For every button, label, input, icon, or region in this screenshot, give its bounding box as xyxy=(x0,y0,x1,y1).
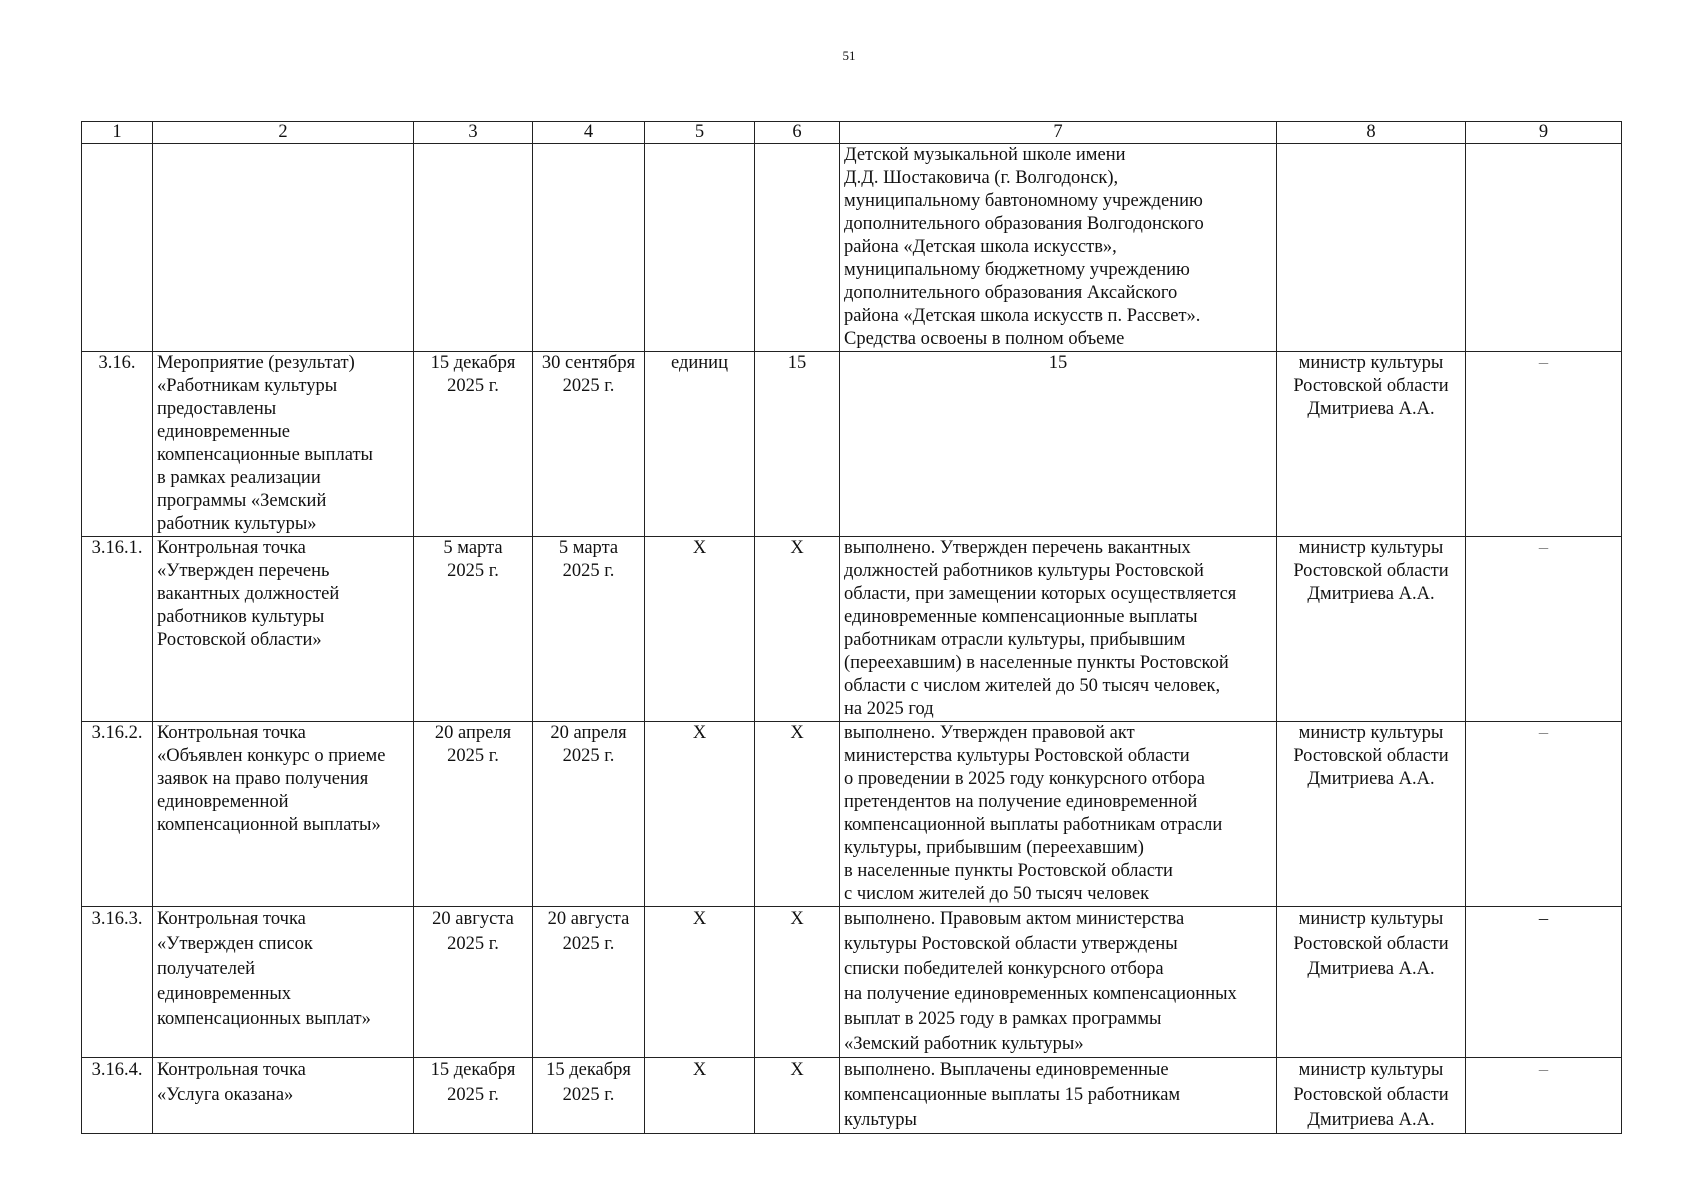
header-col-8: 8 xyxy=(1277,122,1466,144)
cell-note: – xyxy=(1466,1058,1622,1134)
table-row-3-16-4 xyxy=(82,1058,1622,1134)
cell-unit: Х xyxy=(645,907,755,1058)
header-row xyxy=(82,122,1622,144)
cell-end-date: 20 августа 2025 г. xyxy=(533,907,645,1058)
page-number: 51 xyxy=(842,48,856,63)
header-col-3: 3 xyxy=(414,122,533,144)
cell-number: 3.16.4. xyxy=(82,1058,153,1134)
cell-start-date: 20 августа 2025 г. xyxy=(414,907,533,1058)
cell-empty xyxy=(82,144,153,352)
cell-name: Контрольная точка «Утвержден перечень вакантных должностей работников культуры Ростовской области» xyxy=(153,537,414,722)
cell-responsible: министр культуры Ростовской области Дмитриева А.А. xyxy=(1277,352,1466,537)
cell-end-date: 20 апреля 2025 г. xyxy=(533,722,645,907)
header-col-2: 2 xyxy=(153,122,414,144)
cell-start-date: 5 марта 2025 г. xyxy=(414,537,533,722)
cell-fact: выполнено. Утвержден перечень вакантных должностей работников культуры Ростовской области, при замещении которых осуществляется единовременные компенсационные выплаты работникам отрасли культуры, прибывшим (переехавшим) в населенные пункты Ростовской области с числом жителей до 50 тысяч человек, на 2025 год xyxy=(840,537,1277,722)
cell-unit: единиц xyxy=(645,352,755,537)
cell-plan: Х xyxy=(755,1058,840,1134)
table-row-3-16 xyxy=(82,352,1622,537)
cell-fact-continuation: Детской музыкальной школе имени Д.Д. Шостаковича (г. Волгодонск), муниципальному бавтономному учреждению дополнительного образования Волгодонского района «Детская школа искусств», муниципальному бюджетному учреждению дополнительного образования Аксайского района «Детская школа искусств п. Рассвет». Средства освоены в полном объеме xyxy=(840,144,1277,352)
cell-unit: Х xyxy=(645,1058,755,1134)
cell-fact: 15 xyxy=(840,352,1277,537)
cell-empty xyxy=(414,144,533,352)
cell-responsible: министр культуры Ростовской области Дмитриева А.А. xyxy=(1277,722,1466,907)
cell-responsible: министр культуры Ростовской области Дмитриева А.А. xyxy=(1277,537,1466,722)
cell-empty xyxy=(1277,144,1466,352)
cell-start-date: 15 декабря 2025 г. xyxy=(414,352,533,537)
header-col-5: 5 xyxy=(645,122,755,144)
table-row-3-16-2 xyxy=(82,722,1622,907)
cell-number: 3.16.3. xyxy=(82,907,153,1058)
cell-end-date: 30 сентября 2025 г. xyxy=(533,352,645,537)
cell-start-date: 15 декабря 2025 г. xyxy=(414,1058,533,1134)
cell-fact: выполнено. Правовым актом министерства культуры Ростовской области утверждены списки победителей конкурсного отбора на получение единовременных компенсационных выплат в 2025 году в рамках программы «Земский работник культуры» xyxy=(840,907,1277,1058)
cell-number: 3.16.1. xyxy=(82,537,153,722)
cell-empty xyxy=(1466,144,1622,352)
cell-name: Мероприятие (результат) «Работникам культуры предоставлены единовременные компенсационные выплаты в рамках реализации программы «Земский работник культуры» xyxy=(153,352,414,537)
header-col-9: 9 xyxy=(1466,122,1622,144)
cell-plan: 15 xyxy=(755,352,840,537)
cell-note: – xyxy=(1466,537,1622,722)
cell-responsible: министр культуры Ростовской области Дмитриева А.А. xyxy=(1277,907,1466,1058)
cell-empty xyxy=(153,144,414,352)
cell-number: 3.16.2. xyxy=(82,722,153,907)
cell-end-date: 5 марта 2025 г. xyxy=(533,537,645,722)
cell-responsible: министр культуры Ростовской области Дмитриева А.А. xyxy=(1277,1058,1466,1134)
header-col-7: 7 xyxy=(840,122,1277,144)
cell-start-date: 20 апреля 2025 г. xyxy=(414,722,533,907)
cell-empty xyxy=(645,144,755,352)
header-col-4: 4 xyxy=(533,122,645,144)
table-row-3-16-3 xyxy=(82,907,1622,1058)
cell-plan: Х xyxy=(755,722,840,907)
cell-plan: Х xyxy=(755,537,840,722)
cell-note: – xyxy=(1466,722,1622,907)
cell-empty xyxy=(533,144,645,352)
cell-name: Контрольная точка «Утвержден список получателей единовременных компенсационных выплат» xyxy=(153,907,414,1058)
cell-note: – xyxy=(1466,352,1622,537)
cell-fact: выполнено. Утвержден правовой акт министерства культуры Ростовской области о проведении в 2025 году конкурсного отбора претендентов на получение единовременной компенсационной выплаты работникам отрасли культуры, прибывшим (переехавшим) в населенные пункты Ростовской области с числом жителей до 50 тысяч человек xyxy=(840,722,1277,907)
table-row-3-16-1 xyxy=(82,537,1622,722)
report-table xyxy=(81,121,1622,1134)
cell-fact: выполнено. Выплачены единовременные компенсационные выплаты 15 работникам культуры xyxy=(840,1058,1277,1134)
cell-number: 3.16. xyxy=(82,352,153,537)
header-col-1: 1 xyxy=(82,122,153,144)
cell-end-date: 15 декабря 2025 г. xyxy=(533,1058,645,1134)
table-row-continuation xyxy=(82,144,1622,352)
cell-unit: Х xyxy=(645,537,755,722)
cell-note: – xyxy=(1466,907,1622,1058)
header-col-6: 6 xyxy=(755,122,840,144)
cell-name: Контрольная точка «Объявлен конкурс о приеме заявок на право получения единовременной компенсационной выплаты» xyxy=(153,722,414,907)
cell-plan: Х xyxy=(755,907,840,1058)
cell-unit: Х xyxy=(645,722,755,907)
cell-empty xyxy=(755,144,840,352)
cell-name: Контрольная точка «Услуга оказана» xyxy=(153,1058,414,1134)
